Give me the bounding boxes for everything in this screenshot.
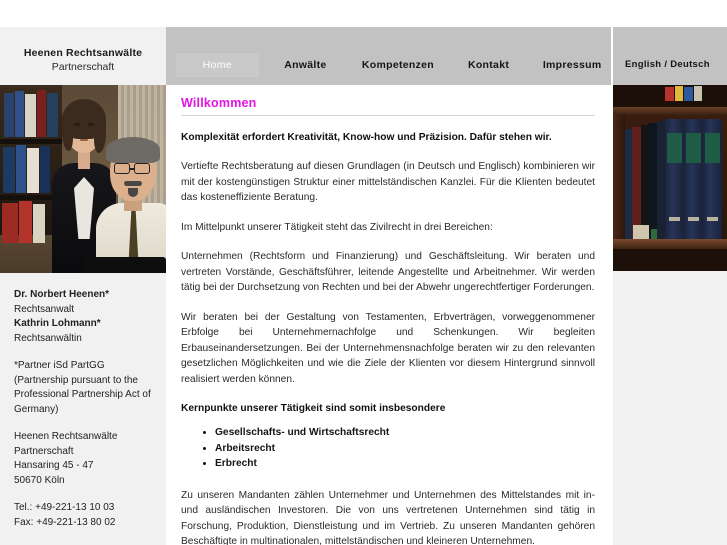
nav-item-home[interactable]: Home (176, 53, 259, 77)
spacer (14, 417, 164, 430)
address-line-4: 50670 Köln (14, 474, 65, 486)
right-column (613, 85, 727, 545)
partner-name-1: Dr. Norbert Heenen* (14, 289, 110, 300)
photo-shelf-line (0, 139, 62, 144)
nav-item-anwaelte[interactable]: Anwälte (284, 59, 327, 71)
footnote-line-2: (Partnership pursuant to the (14, 374, 138, 386)
paragraph-3: Unternehmen (Rechtsform und Finanzierung) und Geschäftsleitung. Wir beraten und vertreten Vorstände, Geschäftsführer, leitende Angestellte und Arbeitnehmer. Wir werden tätig bei der Durchsetzung von Rechten und bei der Abwehr ungerechtfertiger Forderungen. (181, 251, 595, 293)
photo-book (694, 86, 702, 101)
bookshelf-photo (613, 85, 727, 271)
nav-item-impressum[interactable]: Impressum (542, 59, 602, 71)
partner-role-1: Rechtsanwalt (14, 303, 75, 315)
photo-book (27, 148, 39, 193)
team-photo (0, 85, 166, 273)
photo-man-glasses (134, 163, 150, 174)
photo-woman-hair (62, 119, 73, 151)
paragraph-4: Wir beraten bei der Gestaltung von Testamenten, Erbverträgen, vorweggenommener Erbfolge bei Unternehmernachfolge und Schenkungen. Wir begleiten Erbauseinandersetzungen. Bei der Unternehmensnachfolge beraten wir zu den relevanten gesetzlichen Möglichkeiten und wie die Ziele der Klienten vor diesem Hintergrund sinnvoll realisiert werden können. (181, 311, 595, 385)
sidebar-info (14, 288, 164, 530)
photo-volume-label (667, 133, 682, 163)
paragraph-1: Vertiefte Rechtsberatung auf diesen Grundlagen (in Deutsch und Englisch) kombinieren wir mit der kostengünstigen Struktur einer mittelständischen Kanzlei. Für die Klienten bedeutet das kosteneffiziente Beratung. (181, 161, 595, 203)
photo-book (37, 90, 46, 137)
list-item: • Arbeitsrecht (215, 441, 595, 457)
page-title: Willkommen (181, 96, 257, 110)
photo-book (684, 87, 693, 101)
photo-volume-label (705, 133, 720, 163)
photo-book (33, 204, 45, 243)
site-header (0, 27, 727, 85)
photo-woman-eye (74, 123, 80, 126)
photo-book (19, 201, 32, 243)
footnote-line-1: *Partner iSd PartGG (14, 360, 105, 371)
photo-book (675, 86, 683, 101)
photo-book (657, 121, 665, 239)
photo-shelf-board (613, 107, 727, 115)
nav-item-kompetenzen[interactable]: Kompetenzen (361, 59, 435, 71)
spacer (14, 346, 164, 359)
photo-book (25, 94, 36, 137)
photo-book (4, 93, 14, 137)
photo-publisher-mark (688, 217, 699, 221)
title-divider (181, 115, 595, 116)
brand-subtitle: Partnerschaft (51, 61, 115, 73)
address-line-2: Partnerschaft (14, 445, 74, 457)
paragraph-5: Zu unseren Mandanten zählen Unternehmer und Unternehmen des Mittelstandes mit in- und ausländischen Investoren. Die von uns vertretenen Unternehmen sind tätig in Forschung, Produktion, Dienstleistung und im Vertrieb. Zu unseren Mandanten gehören Beschäftigte in multinationalen, mittelständischen und kleineren Unternehmen. (181, 489, 595, 545)
left-sidebar (0, 85, 166, 545)
photo-man-hair (106, 137, 160, 163)
spacer (14, 488, 164, 501)
photo-man-glasses (114, 163, 130, 174)
photo-woman-eye (88, 123, 94, 126)
photo-man-moustache (124, 181, 142, 186)
brand-block[interactable] (0, 27, 166, 85)
footnote-line-3: Professional Partnership Act of (14, 389, 151, 400)
photo-book (665, 87, 674, 101)
address-line-1: Heenen Rechtsanwälte (14, 431, 118, 442)
photo-monitor (84, 257, 166, 273)
photo-publisher-mark (707, 217, 718, 221)
photo-book (625, 129, 632, 239)
photo-shelf-board (613, 239, 727, 249)
photo-book (2, 203, 18, 243)
subheading: Kernpunkte unserer Tätigkeit sind somit insbesondere (181, 403, 446, 414)
address-line-3: Hansaring 45 - 47 (14, 460, 94, 471)
list-item: • Gesellschafts- und Wirtschaftsrecht (215, 425, 595, 441)
photo-book (40, 146, 50, 193)
language-switch-link[interactable]: English / Deutsch (625, 59, 710, 70)
partner-role-2: Rechtsanwältin (14, 332, 82, 344)
practice-areas-list (181, 425, 595, 472)
main-content (166, 85, 613, 545)
photo-book (47, 93, 58, 137)
photo-book (641, 125, 648, 239)
nav-list (166, 53, 612, 77)
list-item: • Erbrecht (215, 456, 595, 472)
photo-man-glasses-bridge (130, 168, 135, 170)
photo-book (632, 127, 641, 239)
partner-name-2: Kathrin Lohmann* (14, 318, 101, 329)
brand-name: Heenen Rechtsanwälte (23, 47, 143, 59)
photo-book (3, 147, 15, 193)
photo-woman-mouth (80, 139, 88, 141)
lead-paragraph: Komplexität erfordert Kreativität, Know-how und Präzision. Dafür stehen wir. (181, 132, 552, 143)
photo-lower-shelf (613, 249, 727, 271)
header-separator (611, 27, 613, 85)
photo-publisher-mark (669, 217, 680, 221)
footnote-line-4: Germany) (14, 403, 59, 415)
paragraph-2: Im Mittelpunkt unserer Tätigkeit steht das Zivilrecht in drei Bereichen: (181, 221, 493, 233)
phone-line: Tel.: +49-221-13 10 03 (14, 502, 115, 513)
fax-line: Fax: +49-221-13 80 02 (14, 516, 116, 528)
photo-book (15, 91, 24, 137)
language-switch-block (613, 27, 727, 85)
main-navigation (166, 27, 612, 85)
photo-book (16, 145, 26, 193)
photo-volume-label (686, 133, 701, 163)
nav-item-kontakt[interactable]: Kontakt (467, 59, 510, 71)
photo-book (648, 123, 657, 239)
